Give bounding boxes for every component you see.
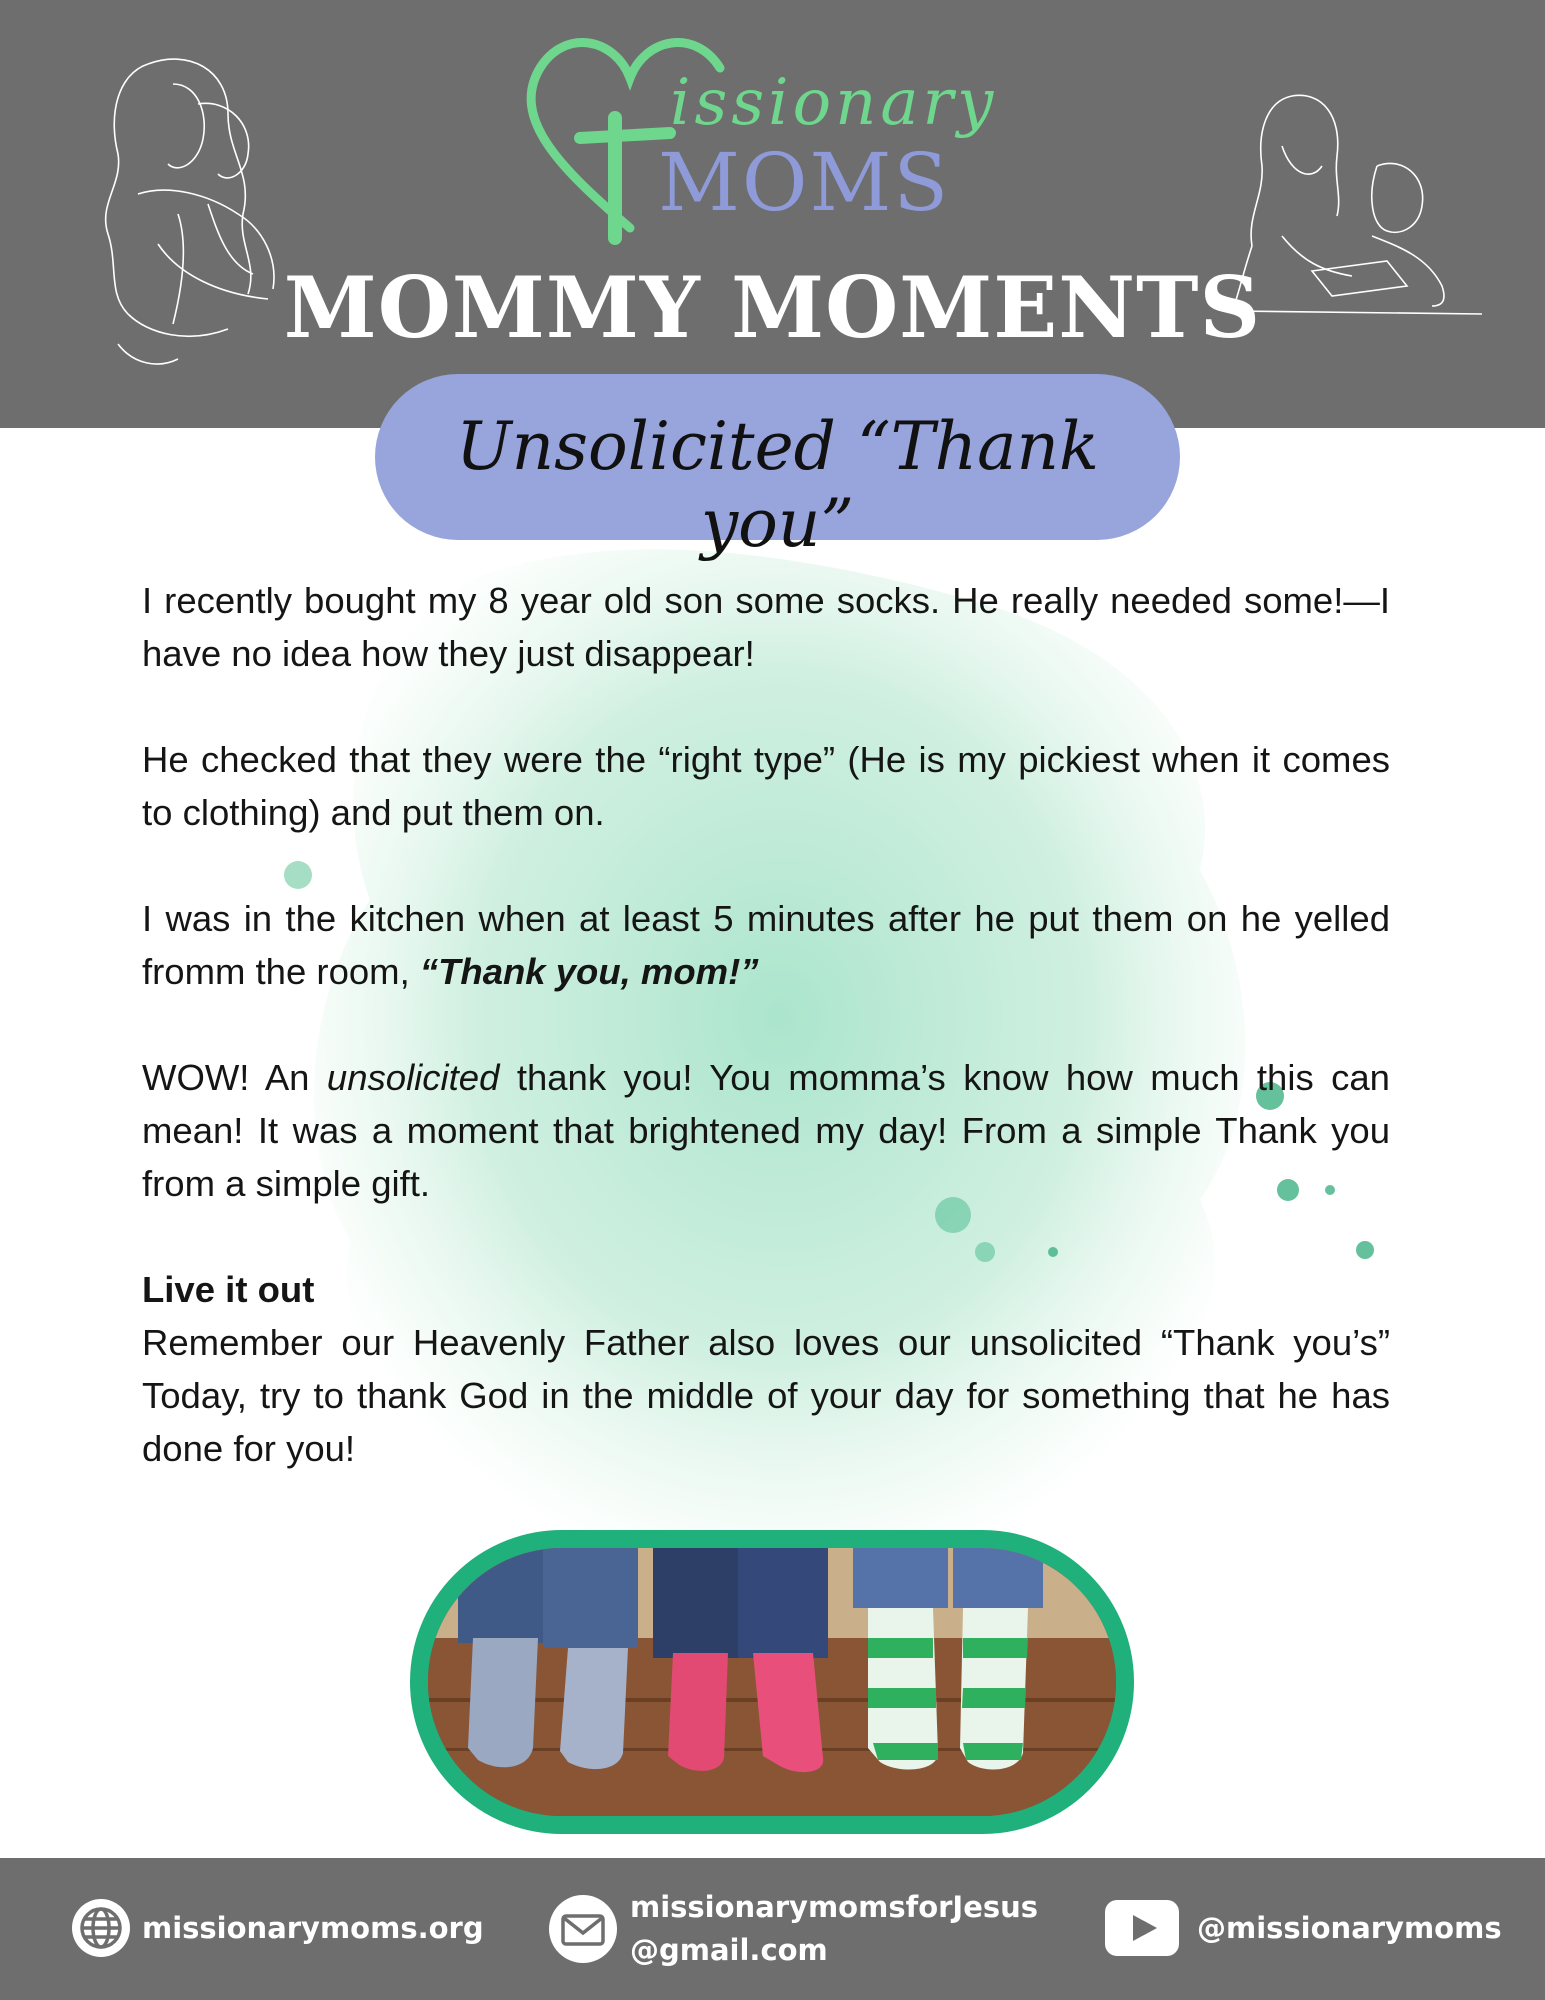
socks-photo [410,1530,1134,1834]
kids-socks-image [428,1548,1116,1816]
email-line-2: @gmail.com [630,1933,828,1967]
emphasis-unsolicited: unsolicited [326,1057,500,1098]
footer-website[interactable] [70,1888,484,1968]
footer-band [0,1858,1545,2000]
logo-moms-text: MOMS [658,136,951,229]
globe-icon [70,1897,132,1959]
article-body [142,574,1390,1475]
live-it-out-text: Remember our Heavenly Father also loves our unsolicited “Thank you’s” Today, try to thank God in the middle of your day for something that he has done for you! [142,1322,1390,1469]
subtitle-text: Unsolicited “Thank you” [456,408,1099,562]
paragraph-1: I recently bought my 8 year old son some socks. He really needed some!—I have no idea how they just disappear! [142,580,1390,674]
header-band [0,0,1545,428]
paragraph-4-start: WOW! An [142,1057,327,1098]
live-it-out-heading: Live it out [142,1269,315,1310]
youtube-icon [1105,1900,1179,1956]
page-title: MOMMY MOMENTS [283,258,1262,357]
quote-thank-you-mom: “Thank you, mom!” [419,951,759,992]
website-text: missionarymoms.org [142,1911,484,1945]
paragraph-2: He checked that they were the “right type” (He is my pickiest when it comes to clothing) and put them on. [142,739,1390,833]
paragraph-4 [142,1051,1390,1210]
logo-script-text: issionary [670,66,998,140]
footer-youtube[interactable] [1105,1888,1502,1968]
email-line-1: missionarymomsforJesus [630,1890,1039,1924]
mother-reading-with-child-illustration [1222,86,1492,326]
subtitle-pill [375,374,1180,562]
footer-email[interactable] [548,1872,1038,1986]
missionary-moms-logo [520,28,1020,258]
paragraph-3 [142,892,1390,998]
youtube-handle-text: @missionarymoms [1197,1911,1502,1945]
paragraph-4-end: thank you! You momma’s know how much this can mean! It was a moment that brightened my day! From a simple Thank you from a simple gift. [142,1057,1390,1204]
mail-icon [548,1894,618,1964]
paragraph-3-text: I was in the kitchen when at least 5 minutes after he put them on he yelled fromm the room, [142,898,1390,992]
